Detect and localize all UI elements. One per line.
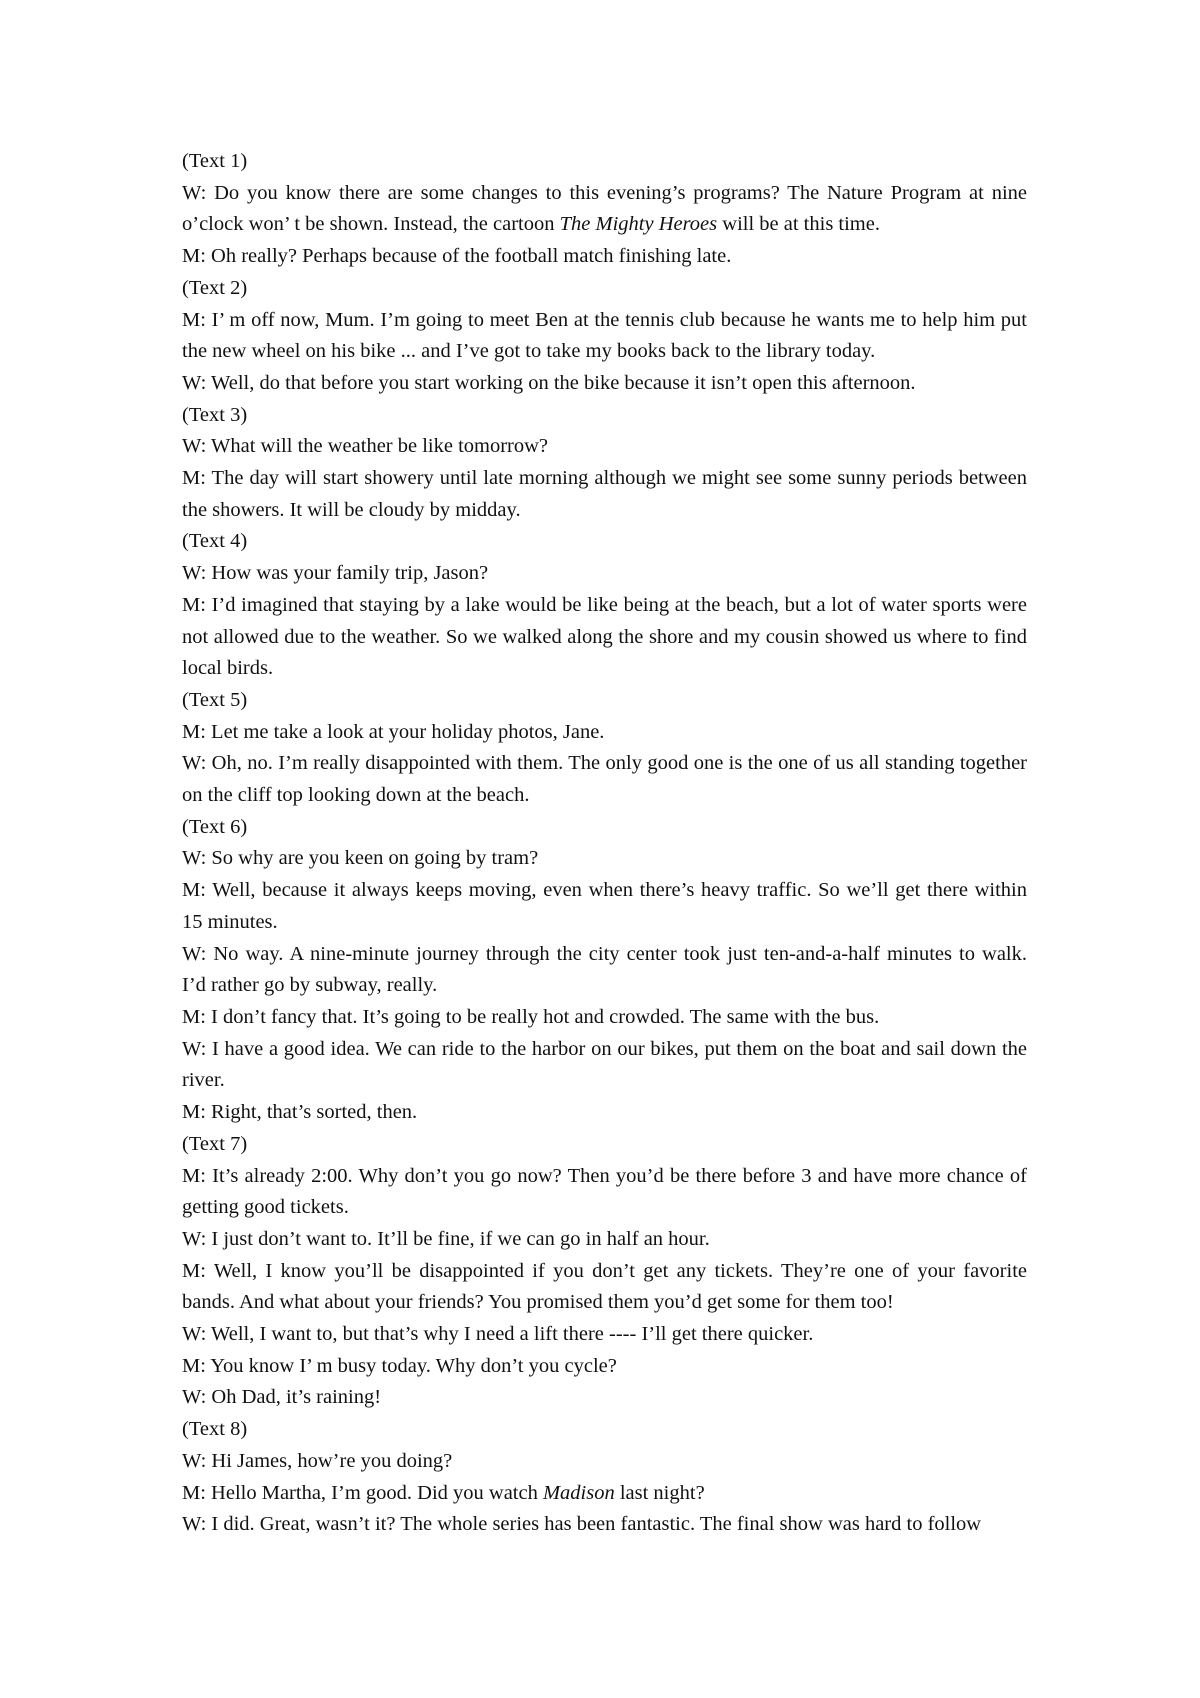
text-segment: M: It’s already 2:00. Why don’t you go now? Then you’d be there before 3 and have more chance of getting good tickets. xyxy=(182,1164,1027,1219)
dialogue-line xyxy=(182,1224,1027,1256)
section-header: (Text 4) xyxy=(182,530,248,553)
document-page xyxy=(182,146,1027,1541)
dialogue-line xyxy=(182,875,1027,938)
dialogue-line xyxy=(182,1002,1027,1034)
section-header: (Text 7) xyxy=(182,1132,248,1155)
text-segment: W: Well, do that before you start working on the bike because it isn’t open this afternoon. xyxy=(182,371,916,394)
text-segment: W: Do you know there are some changes to this evening’s programs? The Nature Program at nine o’clock won’ t be shown. Instead, the cartoon xyxy=(182,181,1027,236)
text-segment: W: Oh Dad, it’s raining! xyxy=(182,1386,382,1409)
dialogue-line xyxy=(182,1351,1027,1383)
dialogue-line xyxy=(182,1256,1027,1319)
text-segment: W: Oh, no. I’m really disappointed with them. The only good one is the one of us all standing together on the cliff top looking down at the beach. xyxy=(182,752,1027,807)
dialogue-line xyxy=(182,590,1027,685)
italic-title: The Mighty Heroes xyxy=(559,213,718,236)
text-segment: M: I’ m off now, Mum. I’m going to meet Ben at the tennis club because he wants me to help him put the new wheel on his bike ... and I’ve got to take my books back to the library today. xyxy=(182,308,1027,363)
section-header: (Text 2) xyxy=(182,276,248,299)
text-segment: W: So why are you keen on going by tram? xyxy=(182,847,539,870)
text-segment: W: How was your family trip, Jason? xyxy=(182,562,489,585)
dialogue-line xyxy=(182,748,1027,811)
section-header: (Text 8) xyxy=(182,1418,248,1441)
dialogue-line xyxy=(182,1509,1027,1541)
text-segment: M: Hello Martha, I’m good. Did you watch xyxy=(182,1481,543,1504)
section-header: (Text 5) xyxy=(182,688,248,711)
dialogue-line xyxy=(182,1478,1027,1510)
section-header: (Text 6) xyxy=(182,815,248,838)
text-segment: M: I don’t fancy that. It’s going to be really hot and crowded. The same with the bus. xyxy=(182,1005,880,1028)
dialogue-line xyxy=(182,1446,1027,1478)
dialogue-line xyxy=(182,1319,1027,1351)
dialogue-line xyxy=(182,843,1027,875)
dialogue-line xyxy=(182,1097,1027,1129)
text-segment: M: You know I’ m busy today. Why don’t you cycle? xyxy=(182,1354,617,1377)
text-segment: will be at this time. xyxy=(717,213,880,236)
text-segment: M: Right, that’s sorted, then. xyxy=(182,1101,418,1124)
text-segment: W: What will the weather be like tomorrow? xyxy=(182,435,549,458)
dialogue-line xyxy=(182,241,1027,273)
dialogue-line xyxy=(182,178,1027,241)
text-segment: M: The day will start showery until late morning although we might see some sunny periods between the showers. It will be cloudy by midday. xyxy=(182,467,1027,521)
text-segment: last night? xyxy=(614,1481,705,1504)
text-segment: M: Oh really? Perhaps because of the football match finishing late. xyxy=(182,245,732,268)
text-segment: M: Well, because it always keeps moving, even when there’s heavy traffic. So we’ll get there within 15 minutes. xyxy=(182,879,1027,933)
section-header: (Text 3) xyxy=(182,403,248,426)
text-segment: W: I did. Great, wasn’t it? The whole series has been fantastic. The final show was hard to follow xyxy=(182,1513,982,1536)
text-segment: W: Well, I want to, but that’s why I need a lift there ---- I’ll get there quicker. xyxy=(182,1323,814,1346)
dialogue-line xyxy=(182,1382,1027,1414)
dialogue-line xyxy=(182,558,1027,590)
text-segment: M: Let me take a look at your holiday photos, Jane. xyxy=(182,720,605,743)
text-segment: W: I just don’t want to. It’ll be fine, if we can go in half an hour. xyxy=(182,1227,710,1250)
dialogue-line xyxy=(182,305,1027,368)
dialogue-line xyxy=(182,717,1027,749)
section-header: (Text 1) xyxy=(182,150,248,172)
dialogue-line xyxy=(182,368,1027,400)
dialogue-line xyxy=(182,1034,1027,1097)
italic-title: Madison xyxy=(542,1481,615,1504)
dialogue-line xyxy=(182,431,1027,463)
text-segment: W: I have a good idea. We can ride to the harbor on our bikes, put them on the boat and sail down the river. xyxy=(182,1037,1027,1092)
text-segment: M: I’d imagined that staying by a lake would be like being at the beach, but a lot of water sports were not allowed due to the weather. So we walked along the shore and my cousin showed us where to find local birds. xyxy=(182,593,1027,680)
dialogue-line xyxy=(182,1161,1027,1224)
text-segment: W: Hi James, how’re you doing? xyxy=(182,1449,453,1472)
dialogue-line xyxy=(182,939,1027,1002)
text-segment: W: No way. A nine-minute journey through the city center took just ten-and-a-half minutes to walk. I’d rather go by subway, really. xyxy=(182,942,1027,997)
text-segment: M: Well, I know you’ll be disappointed if you don’t get any tickets. They’re one of your favorite bands. And what about your friends? You promised them you’d get some for them too! xyxy=(182,1259,1027,1314)
dialogue-line xyxy=(182,463,1027,526)
